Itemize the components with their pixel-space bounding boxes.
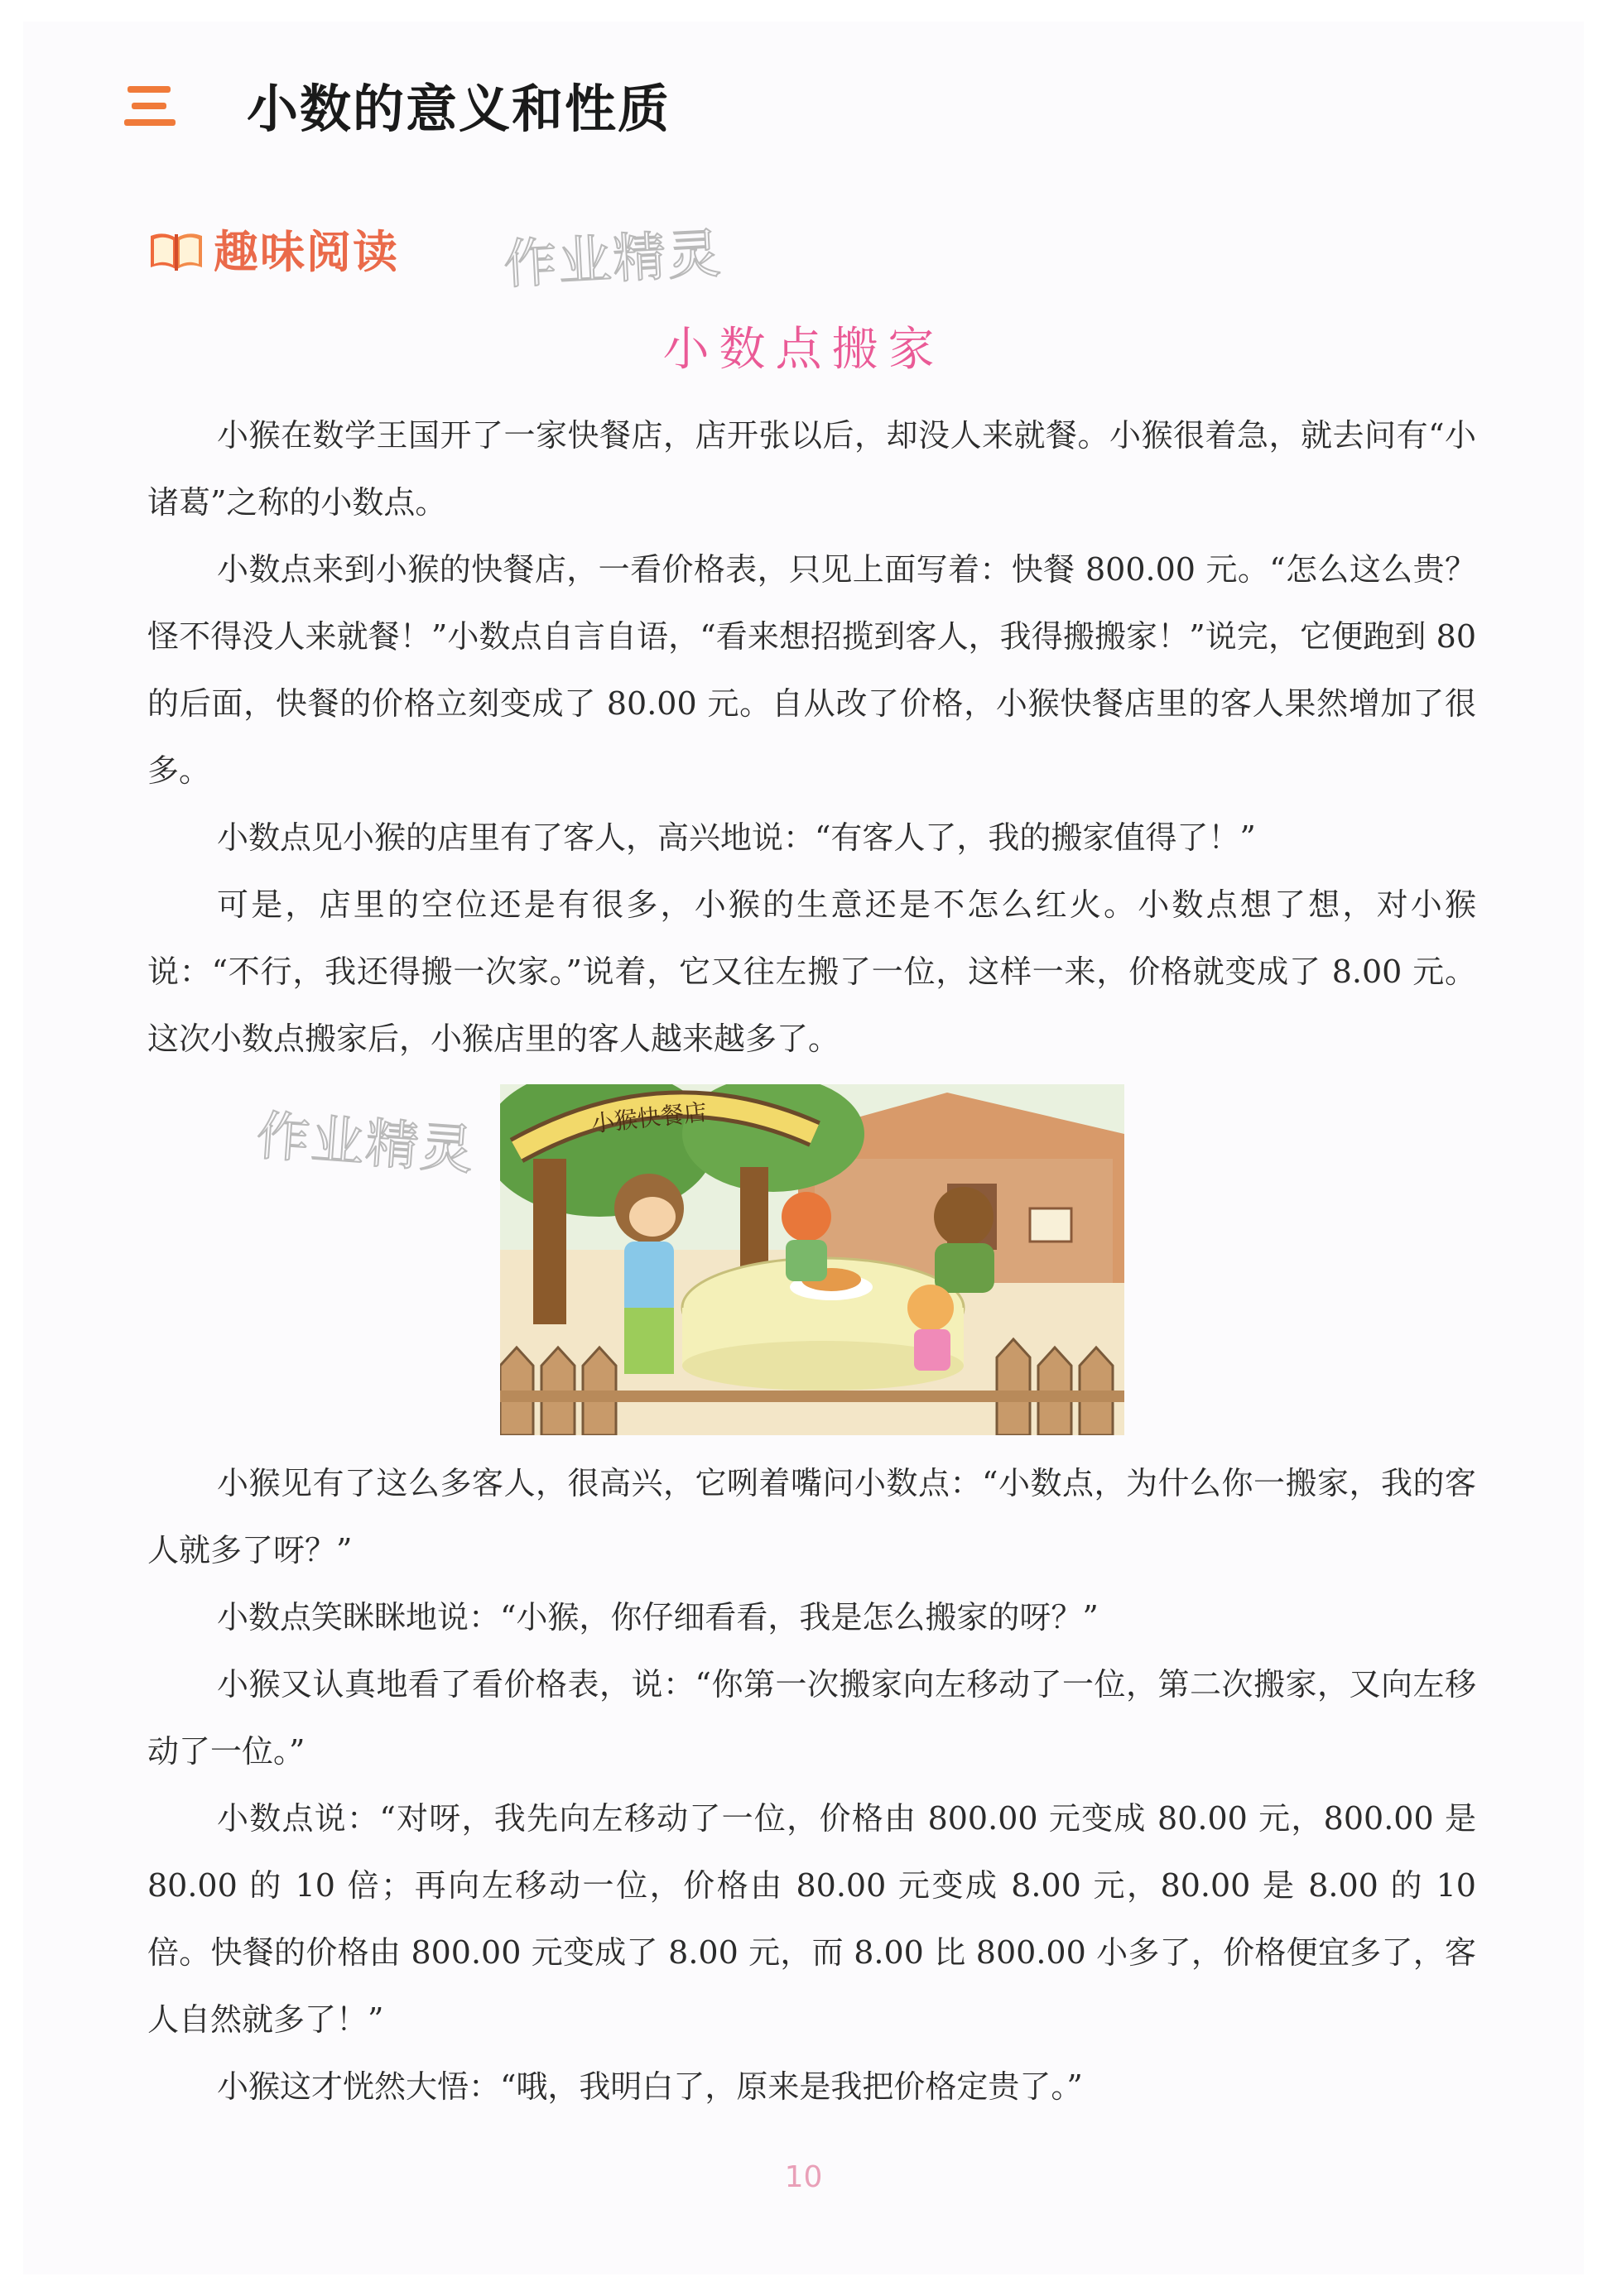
paragraph: 小数点说：“对呀，我先向左移动了一位，价格由 800.00 元变成 80.00 元，800.00 是 80.00 的 10 倍；再向左移动一位，价格由 80.00 元变成 8.00 元，80.00 是 8.00 的 10 倍。快餐的价格由 800.00 元变成了 8.00 元，而 8.00 比 800.00 小多了，价格便宜多了，客人自然就多了！” bbox=[147, 1800, 1476, 2038]
watermark: 作业精灵 bbox=[254, 1105, 477, 1183]
story-text-part-2 bbox=[147, 1450, 1476, 2121]
story-text-part-1 bbox=[147, 402, 1476, 1073]
paragraph: 小猴在数学王国开了一家快餐店，店开张以后，却没人来就餐。小猴很着急，就去问有“小诸葛”之称的小数点。 bbox=[147, 417, 1476, 521]
open-book-icon bbox=[147, 226, 205, 272]
section-title: 趣味阅读 bbox=[214, 226, 399, 278]
paragraph: 小数点见小猴的店里有了客人，高兴地说：“有客人了，我的搬家值得了！” bbox=[217, 819, 1256, 856]
paragraph: 小猴又认真地看了看价格表，说：“你第一次搬家向左移动了一位，第二次搬家，又向左移动了一位。” bbox=[147, 1666, 1476, 1770]
paragraph: 小数点来到小猴的快餐店，一看价格表，只见上面写着：快餐 800.00 元。“怎么这么贵？怪不得没人来就餐！”小数点自言自语，“看来想招揽到客人，我得搬搬家！”说完，它便跑到 80 的后面，快餐的价格立刻变成了 80.00 元。自从改了价格，小猴快餐店里的客人果然增加了很多。 bbox=[147, 551, 1476, 789]
page-number: 10 bbox=[784, 2160, 823, 2194]
chapter-number-icon bbox=[124, 81, 176, 127]
section-header bbox=[147, 217, 399, 281]
monkey-fast-food-illustration bbox=[500, 1084, 1124, 1435]
paragraph: 可是，店里的空位还是有很多，小猴的生意还是不怎么红火。小数点想了想，对小猴说：“不行，我还得搬一次家。”说着，它又往左搬了一位，这样一来，价格就变成了 8.00 元。这次小数点搬家后，小猴店里的客人越来越多了。 bbox=[147, 886, 1476, 1057]
chapter-title: 小数的意义和性质 bbox=[247, 78, 671, 139]
paragraph: 小数点笑眯眯地说：“小猴，你仔细看看，我是怎么搬家的呀？” bbox=[217, 1599, 1099, 1636]
story-title: 小数点搬家 bbox=[662, 323, 945, 377]
chapter-header bbox=[124, 63, 671, 146]
paragraph: 小猴这才恍然大悟：“哦，我明白了，原来是我把价格定贵了。” bbox=[217, 2068, 1083, 2105]
shop-sign-text: 小猴快餐店 bbox=[589, 1098, 709, 1138]
watermark: 作业精灵 bbox=[502, 223, 724, 296]
paragraph: 小猴见有了这么多客人，很高兴，它咧着嘴问小数点：“小数点，为什么你一搬家，我的客人就多了呀？” bbox=[147, 1465, 1476, 1568]
